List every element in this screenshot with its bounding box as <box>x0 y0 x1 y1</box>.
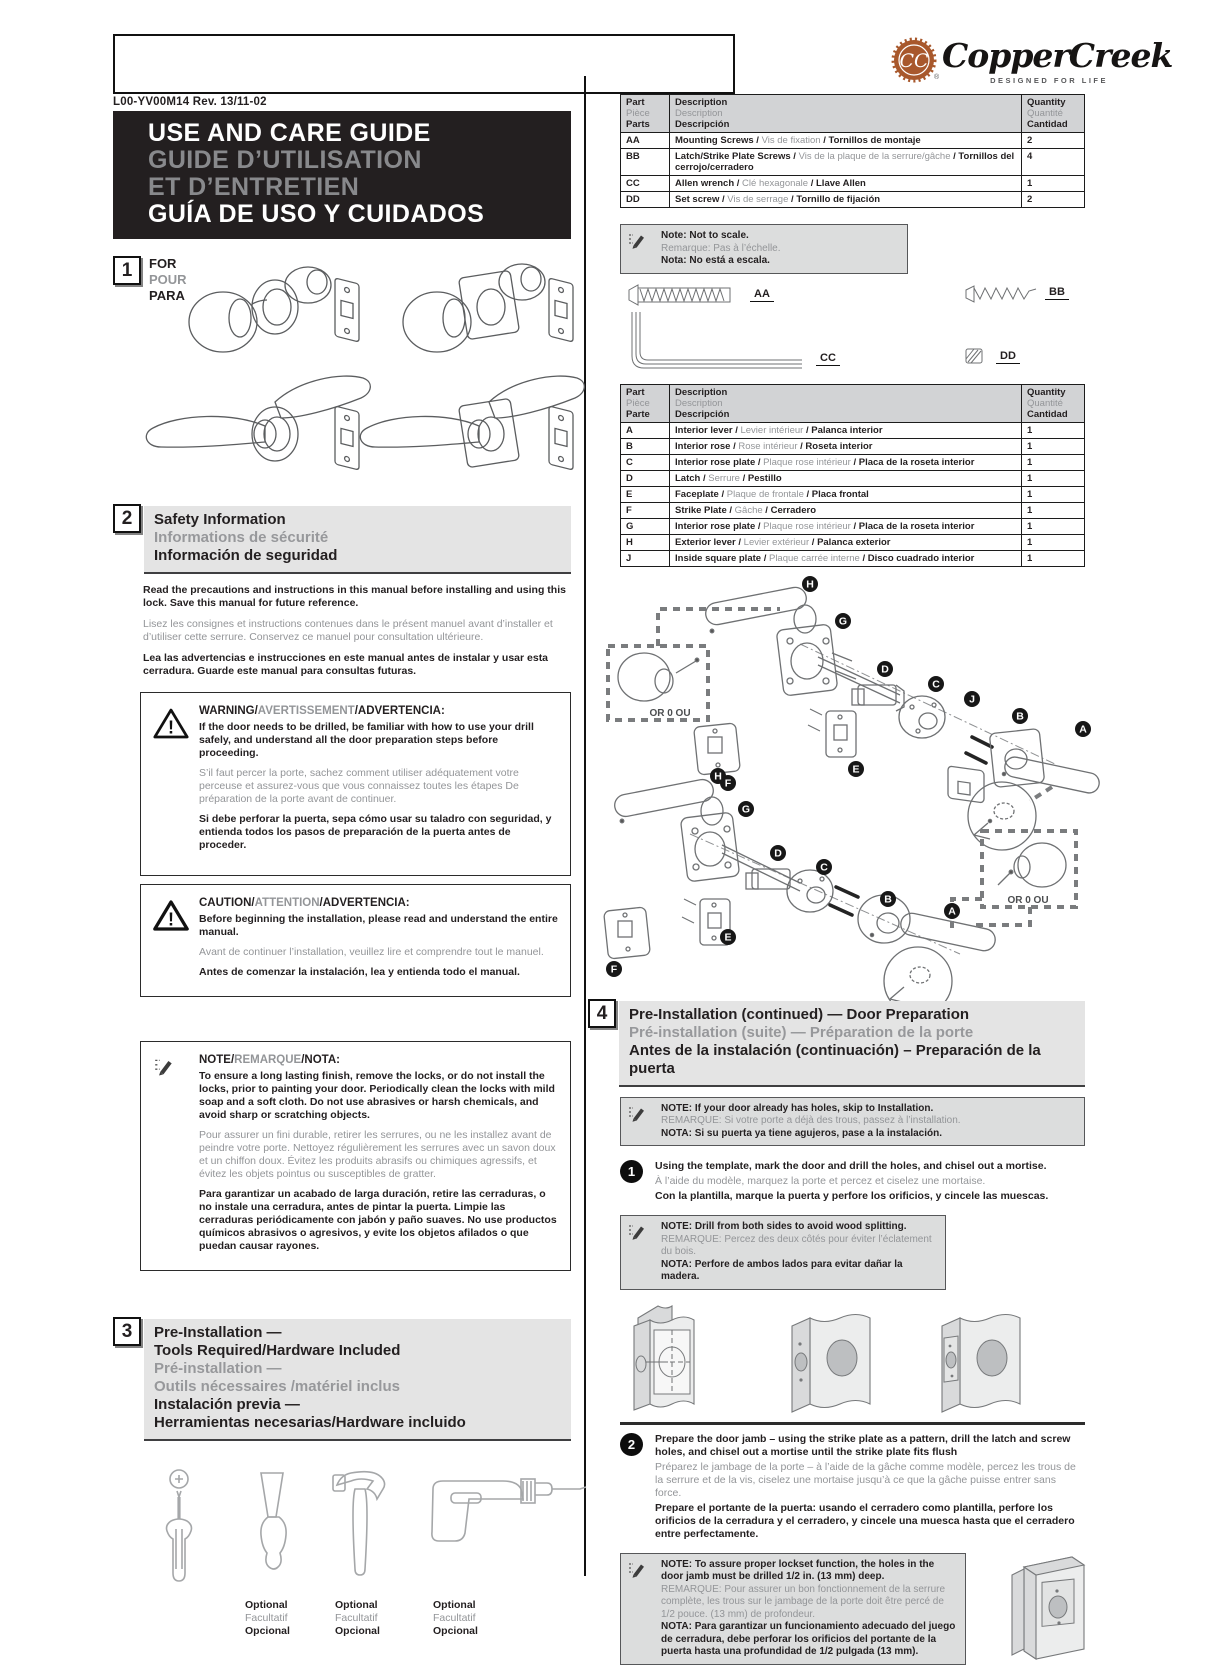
tools-illustration-row <box>113 1467 571 1645</box>
svg-text:A: A <box>948 905 956 917</box>
finish-note-es: Para garantizar un acabado de larga duración, retire las cerraduras, o no instale una cerradura, antes de pintar la puerta. Limpie las cerraduras periódicamente con jabón y paño suaves. No use productos químicos abrasivos o agresivos, y evite los objetos afilados o que puedan causar rayones. <box>199 1188 557 1252</box>
step-2-number: 2 <box>620 1433 643 1456</box>
title-block <box>113 111 571 239</box>
step-2-en: Prepare the door jamb – using the strike plate as a pattern, drill the latch and screw holes, and chisel out a mortise until the strike plate fits flush <box>655 1432 1071 1458</box>
for-en: FOR <box>149 256 177 271</box>
svg-text:OR 0 OU: OR 0 OU <box>649 707 691 719</box>
title-spanish: GUÍA DE USO Y CUIDADOS <box>148 200 485 228</box>
step-1-fr: À l’aide du modèle, marquez la porte et percez et ciselez une mortaise. <box>655 1175 986 1187</box>
svg-text:E: E <box>852 763 860 775</box>
set-screw-dd-icon <box>965 348 983 364</box>
table-row: AA Mounting Screws / Vis de fixation / Tornillos de montaje 2 <box>621 133 1085 149</box>
note-pencil-icon <box>627 1560 647 1580</box>
section-4-title-en: Pre-Installation (continued) — Door Preparation <box>629 1005 970 1023</box>
lock-styles-illustration <box>127 252 567 502</box>
svg-text:C: C <box>820 861 828 873</box>
note-pencil-icon <box>153 1056 175 1078</box>
document-code: L00-YV00M14 Rev. 13/11-02 <box>113 96 267 108</box>
step-1 <box>620 1160 1085 1205</box>
column-divider <box>584 76 586 1576</box>
svg-text:A: A <box>1079 723 1087 735</box>
drill-optional-label: Optional Facultatif Opcional <box>433 1599 478 1637</box>
section-3-title-es1: Instalación previa — <box>154 1396 300 1413</box>
table-row: H Exterior lever / Levier extérieur / Palanca exterior 1 <box>621 534 1085 550</box>
drill-note: NOTE: Drill from both sides to avoid wood splitting. REMARQUE: Percez des deux côtés pour éviter l’éclatement du bois. NOTA: Perfore de ambos lados para evitar dañar la madera. <box>620 1215 946 1290</box>
allen-wrench-cc-icon <box>628 312 803 374</box>
brand-name: CopperCreek <box>942 36 1173 75</box>
section-1-number: 1 <box>113 256 141 285</box>
finish-note-title: NOTE/REMARQUE/NOTA: <box>199 1054 340 1066</box>
jamb-note-row <box>620 1553 1085 1665</box>
step-2-fr: Préparez le jambage de la porte – à l’aide de la gâche comme modèle, percez les trous de la serrure et de la vis, ciselez une mortaise jusqu’à ce que la gâche puisse entrer sans force. <box>655 1460 1076 1499</box>
hammer-optional-label: Optional Facultatif Opcional <box>335 1599 380 1637</box>
svg-text:CC: CC <box>899 50 929 72</box>
table-row: J Inside square plate / Plaque carrée interne / Disco cuadrado interior 1 <box>621 550 1085 566</box>
table-row: C Interior rose plate / Plaque rose intérieur / Placa de la roseta interior 1 <box>621 454 1085 470</box>
table-row: DD Set screw / Vis de serrage / Tornillo de fijación 2 <box>621 192 1085 208</box>
svg-text:G: G <box>741 803 751 815</box>
exploded-diagram <box>600 569 1095 999</box>
step-1-en: Using the template, mark the door and drill the holes, and chisel out a mortise. <box>655 1160 1047 1172</box>
finish-note-en: To ensure a long lasting finish, remove the locks, or do not install the locks, prior to painting your door. Periodically clean the locks with mild soap and a soft cloth. Do not use abrasives or harsh chemicals, and avoid sharp or scratching objects. <box>199 1070 555 1121</box>
left-column <box>113 96 571 1645</box>
hammer-icon <box>333 1472 385 1575</box>
warning-triangle-icon <box>153 707 189 740</box>
svg-text:H: H <box>806 578 814 590</box>
step-1-es: Con la plantilla, marque la puerta y perfore los orificios, y cincele las muescas. <box>655 1190 1049 1202</box>
step-2 <box>620 1433 1085 1543</box>
door-preparation-illustrations <box>620 1300 1075 1418</box>
table-row: G Interior rose plate / Plaque rose intérieur / Placa de la roseta interior 1 <box>621 518 1085 534</box>
table-row: D Latch / Serrure / Pestillo 1 <box>621 470 1085 486</box>
step-1-number: 1 <box>620 1160 643 1183</box>
section-2-title-en: Safety Information <box>154 511 286 528</box>
section-4-header <box>588 999 1085 1087</box>
hardware-table: Part Pièce Parts Description Description Descripción Quantity Quantité Cantidad AA Mounting Screws / Vis de fixation / Tornillos de montaje 2 BB Latch/Strike Plate Screws / Vis de la plaque de la serrure/gâche / Tornillos del cerrojo/cerradero 4 CC Allen wrench / Clé hexagonale / Llave Allen 1 DD Set screw / Vis de serrage / Tornillo de fijación 2 <box>620 94 1085 208</box>
note-pencil-icon <box>627 1104 647 1124</box>
section-4-title-es: Antes de la instalación (continuación) – Preparación de la puerta <box>629 1041 1041 1077</box>
svg-text:J: J <box>969 693 975 705</box>
caution-triangle-icon <box>153 899 189 932</box>
svg-text:OR 0 OU: OR 0 OU <box>1007 894 1049 906</box>
svg-text:B: B <box>1016 710 1024 722</box>
svg-text:C: C <box>932 678 940 690</box>
svg-text:H: H <box>714 770 722 782</box>
title-french-line2: ET D’ENTRETIEN <box>148 173 360 201</box>
section-3-number: 3 <box>113 1317 141 1346</box>
screwdriver-icon <box>167 1470 192 1581</box>
for-es: PARA <box>149 288 185 303</box>
caution-box <box>140 884 571 997</box>
title-french-line1: GUIDE D’UTILISATION <box>148 146 422 174</box>
brand-badge-icon <box>890 36 938 84</box>
step-2-es: Prepare el portante de la puerta: usando el cerradero como plantilla, perfore los orificios de la cerradura y el cerradero, y cincele una muesca hasta que el cerradero entre perfectamente. <box>655 1501 1075 1540</box>
finish-note-fr: Pour assurer un fini durable, retirer les serrures, ou ne les installez avant de peindre votre porte. Nettoyez régulièrement les serrures avec un savon doux et un chiffon doux. Évitez les produits abrasifs ou chimiques agressifs, et évitez les objets pointus ou susceptibles de gratter. <box>199 1129 556 1180</box>
section-2-title-es: Información de seguridad <box>154 547 338 564</box>
drill-icon <box>432 1479 586 1541</box>
tools-illustration <box>133 1467 583 1593</box>
label-bb: BB <box>1045 286 1069 300</box>
table-row: E Faceplate / Plaque de frontale / Placa frontal 1 <box>621 486 1085 502</box>
depth-note: NOTE: To assure proper lockset function, the holes in the door jamb must be drilled 1/2 in. (13 mm) deep. REMARQUE: Pour assurer un bon fonctionnement de la serrure complète, les trous sur le jambage de la porte doit être percé de 1/2 pouce. (13 mm) de profondeur. NOTA: Para garantizar un funcionamiento adecuado del juego de cerradura, debe perforar los orificios del portante de la puerta hasta una profundidad de 1/2 pulgada (13 mm). <box>620 1553 966 1665</box>
section-3-header <box>113 1317 571 1441</box>
section-2-title-fr: Informations de sécurité <box>154 529 329 546</box>
section-3-title-es2: Herramientas necesarias/Hardware incluido <box>154 1414 466 1431</box>
safety-text-es: Lea las advertencias e instrucciones en este manual antes de instalar y usar esta cerradura. Guarde este manual para consultas futuras. <box>143 652 549 677</box>
caution-text-fr: Avant de continuer l’installation, veuillez lire et comprendre tout le manuel. <box>199 946 544 958</box>
caution-title: CAUTION/ATTENTION/ADVERTENCIA: <box>199 897 410 909</box>
svg-text:!: ! <box>168 909 174 930</box>
label-dd: DD <box>996 350 1020 364</box>
note-pencil-icon <box>627 1222 647 1242</box>
scale-note: Note: Not to scale. Remarque: Pas à l’échelle. Nota: No está a escala. <box>620 224 908 274</box>
svg-text:G: G <box>838 615 848 627</box>
table-row: CC Allen wrench / Clé hexagonale / Llave Allen 1 <box>621 176 1085 192</box>
label-aa: AA <box>750 288 774 302</box>
table-row: BB Latch/Strike Plate Screws / Vis de la plaque de la serrure/gâche / Tornillos del cerrojo/cerradero 4 <box>621 149 1085 176</box>
warning-text-es: Si debe perforar la puerta, sepa cómo usar su taladro con seguridad, y entienda todos los pasos de preparación de la puerta antes de proceder. <box>199 813 552 851</box>
svg-text:D: D <box>774 847 782 859</box>
table-row: A Interior lever / Levier intérieur / Palanca interior 1 <box>621 422 1085 438</box>
brand-tagline: DESIGNED FOR LIFE <box>990 76 1108 85</box>
for-fr: POUR <box>149 272 187 287</box>
note-pencil-icon <box>627 231 647 251</box>
chisel-optional-label: Optional Facultatif Opcional <box>245 1599 290 1637</box>
hardware-illustrations <box>620 280 1085 372</box>
table-row: F Strike Plate / Gâche / Cerradero 1 <box>621 502 1085 518</box>
section-2-number: 2 <box>113 504 141 533</box>
screw-aa-icon <box>628 284 738 306</box>
svg-text:B: B <box>884 893 892 905</box>
warning-text-fr: S’il faut percer la porte, sachez comment utiliser adéquatement votre perceuse et assurez-vous que vous connaissez toutes les étapes De préparation de la porte avant de continuer. <box>199 767 519 805</box>
section-3-title-en2: Tools Required/Hardware Included <box>154 1342 401 1359</box>
screw-bb-icon <box>965 284 1031 304</box>
door-jamb-illustration <box>998 1553 1098 1665</box>
title-english: USE AND CARE GUIDE <box>148 119 431 147</box>
section-3-title-fr1: Pré-installation — <box>154 1360 282 1377</box>
label-cc: CC <box>816 352 840 366</box>
skip-note: NOTE: If your door already has holes, skip to Installation. REMARQUE: Si votre porte a déjà des trous, passez à l’installation. NOTA: Si su puerta ya tiene agujeros, pase a la instalación. <box>620 1097 1085 1147</box>
svg-text:F: F <box>724 777 732 789</box>
chisel-icon <box>261 1473 286 1569</box>
caution-text-es: Antes de comenzar la instalación, lea y entienda todo el manual. <box>199 966 520 978</box>
caution-text-en: Before beginning the installation, please read and understand the entire manual. <box>199 913 558 938</box>
warning-box <box>140 692 571 876</box>
optional-labels <box>245 1599 565 1638</box>
brand-logo <box>880 30 1173 92</box>
right-column <box>596 94 1087 1665</box>
warning-text-en: If the door needs to be drilled, be familiar with how to use your drill safely, and understand all the door preparation steps before proceeding. <box>199 721 534 759</box>
section-1-for <box>113 252 571 504</box>
section-4-number: 4 <box>588 999 616 1028</box>
section-2-header <box>113 504 571 574</box>
svg-text:!: ! <box>168 717 174 738</box>
section-3-title-fr2: Outils nécessaires /matériel inclus <box>154 1378 400 1395</box>
svg-text:E: E <box>724 931 732 943</box>
safety-text-fr: Lisez les consignes et instructions contenues dans le présent manuel avant d’installer et d’utiliser cette serrure. Conservez ce manuel pour consultation ultérieure. <box>143 618 553 643</box>
registered-mark: ® <box>934 74 940 81</box>
section-4-title-fr: Pré-installation (suite) — Préparation de la porte <box>629 1023 974 1041</box>
safety-paragraphs <box>143 584 571 678</box>
svg-text:D: D <box>881 663 889 675</box>
section-divider-rule <box>620 1422 1085 1425</box>
model-number-box <box>113 34 735 94</box>
svg-text:F: F <box>610 963 618 975</box>
warning-title: WARNING/AVERTISSEMENT/ADVERTENCIA: <box>199 705 445 717</box>
section-3-title-en1: Pre-Installation — <box>154 1324 282 1341</box>
lock-parts-table: Part Pièce Parte Description Description Descripción Quantity Quantité Cantidad A Interior lever / Levier intérieur / Palanca interior 1 B Interior rose / Rose intérieur / Roseta interior 1 C Interior rose plate / Plaque rose intérieur / Placa de la roseta interior 1 D Latch / Serrure / Pestillo 1 E Faceplate / Plaque de frontale / Placa frontal 1 F Strike Plate / Gâche / Cerradero 1 G Interior rose plate / Plaque rose intérieur / Placa de la roseta interior 1 H Exterior lever / Levier extérieur / Palanca exterior 1 J Inside square plate / Plaque carrée interne / Disco cuadrado interior 1 <box>620 384 1085 567</box>
table-row: B Interior rose / Rose intérieur / Roseta interior 1 <box>621 438 1085 454</box>
safety-text-en: Read the precautions and instructions in this manual before installing and using this lock. Save this manual for future reference. <box>143 584 566 609</box>
finish-note-box <box>140 1041 571 1271</box>
